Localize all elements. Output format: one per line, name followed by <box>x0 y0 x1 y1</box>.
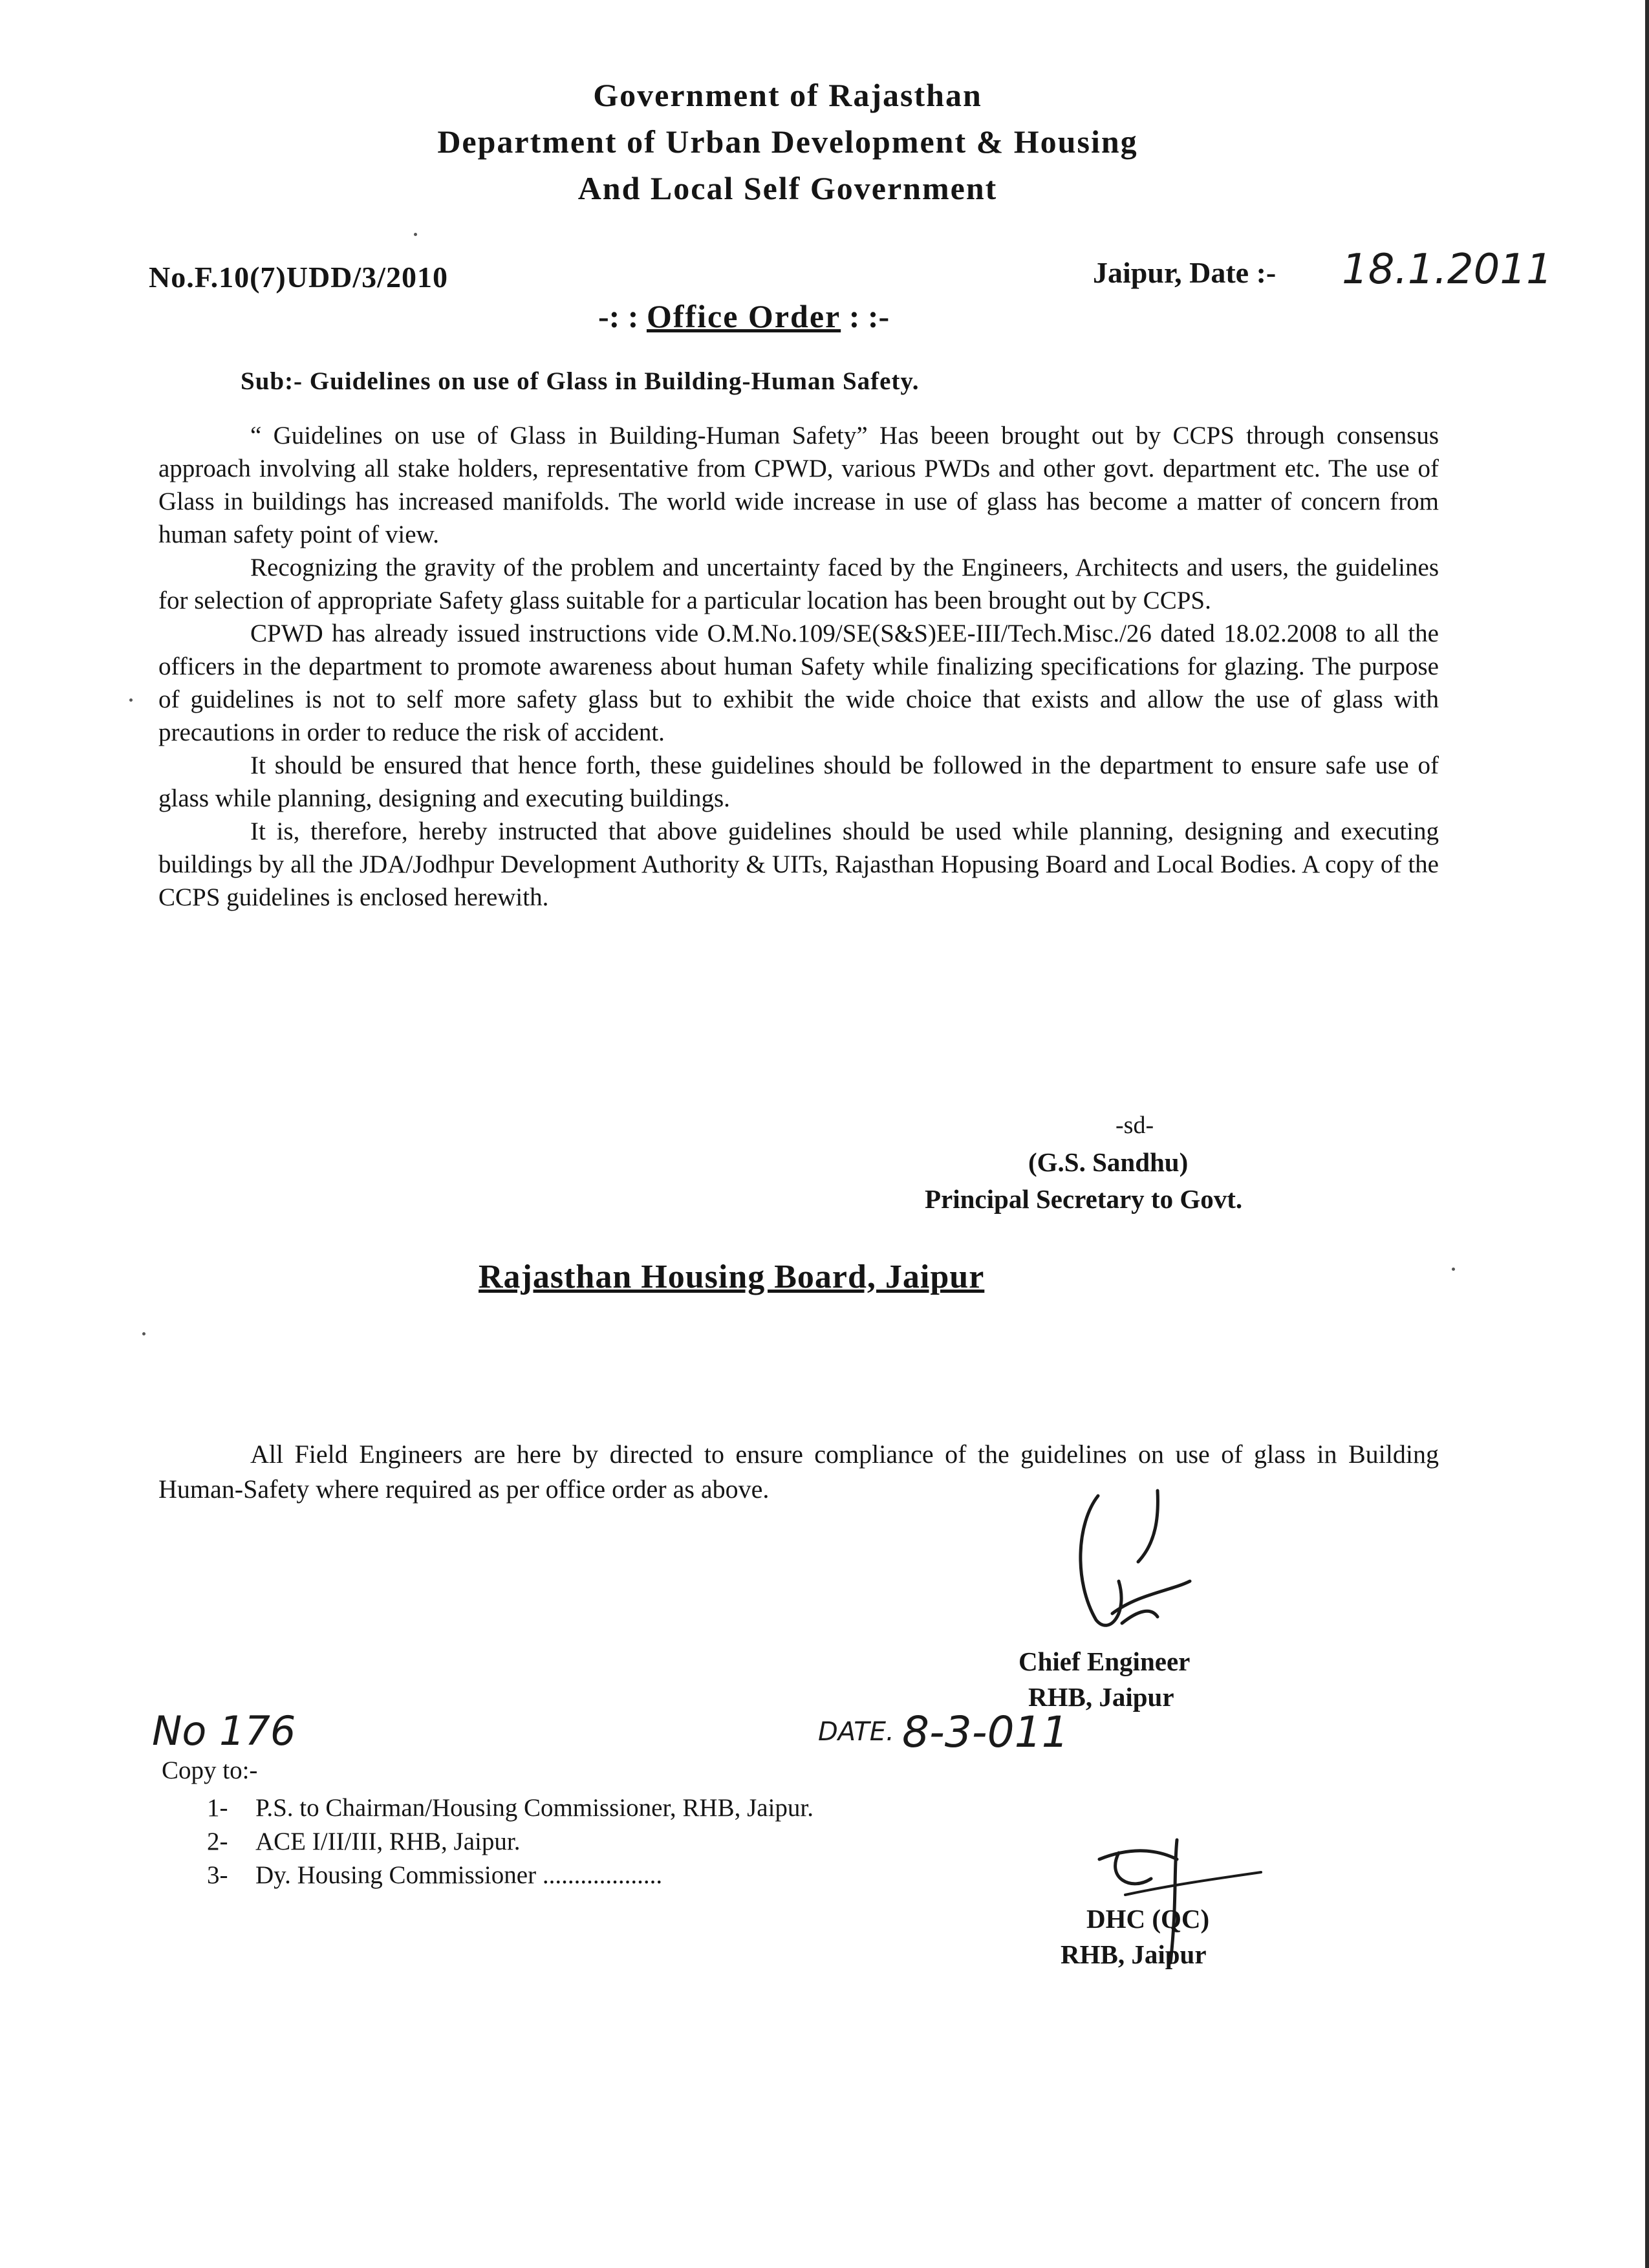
header-government: Government of Rajasthan <box>593 77 982 113</box>
signatory-name: (G.S. Sandhu) <box>1028 1147 1189 1177</box>
dhc-office: RHB, Jaipur <box>1061 1939 1207 1969</box>
handwritten-date: 8-3-011 <box>902 1707 1069 1757</box>
chief-engineer-signature <box>1061 1484 1216 1639</box>
dhc-title: DHC (QC) <box>1086 1904 1210 1934</box>
scan-speck <box>1452 1268 1455 1271</box>
rhb-heading: Rajasthan Housing Board, Jaipur <box>479 1258 985 1295</box>
office-order-prefix: -: : <box>598 298 639 334</box>
body-paragraph-2: Recognizing the gravity of the problem and uncertainty faced by the Engineers, Architects and users, the guidelines for selection of appropriate Safety glass suitable for a particular location has been brought out by CCPS. <box>158 554 1439 614</box>
copy-to-item: 1- P.S. to Chairman/Housing Commissioner, RHB, Jaipur. <box>207 1794 814 1822</box>
copy-to-item: 3- Dy. Housing Commissioner ................... <box>207 1861 663 1889</box>
date-handwritten: 18.1.2011 <box>1342 246 1553 294</box>
subject-line: Sub:- Guidelines on use of Glass in Building-Human Safety. <box>241 367 920 395</box>
file-number: No.F.10(7)UDD/3/2010 <box>149 261 448 294</box>
office-order-suffix: : :- <box>848 298 890 334</box>
header-local-self-government: And Local Self Government <box>577 170 998 206</box>
date-label: Jaipur, Date :- <box>1093 256 1277 289</box>
chief-engineer-office: RHB, Jaipur <box>1028 1682 1174 1712</box>
scan-edge <box>1645 0 1649 2268</box>
office-order-title: Office Order <box>646 298 841 334</box>
order-body <box>158 419 1439 914</box>
body-paragraph-3: CPWD has already issued instructions vide O.M.No.109/SE(S&S)EE-III/Tech.Misc./26 dated 18.02.2008 to all the officers in the department to promote awareness about human Safety while finalizing specifications for glazing. The purpose of guidelines is not to self more safety glass but to exhibit the wide choice that exists and allow the use of glass with precautions in order to reduce the risk of accident. <box>158 620 1439 746</box>
body-paragraph-5: It is, therefore, hereby instructed that above guidelines should be used while planning, designing and executing buildings by all the JDA/Jodhpur Development Authority & UITs, Rajasthan Hopusing Board and Local Bodies. A copy of the CCPS guidelines is enclosed herewith. <box>158 817 1439 911</box>
handwritten-date-label: DATE. <box>818 1717 894 1747</box>
scan-speck <box>414 233 417 236</box>
signed-mark: -sd- <box>1116 1112 1154 1139</box>
scan-speck <box>129 698 133 702</box>
field-directive <box>158 1437 1439 1507</box>
header-department: Department of Urban Development & Housing <box>437 124 1138 160</box>
body-paragraph-4: It should be ensured that hence forth, these guidelines should be followed in the department to ensure safe use of glass while planning, designing and executing buildings. <box>158 751 1439 812</box>
copy-to-label: Copy to:- <box>162 1756 258 1784</box>
scan-speck <box>142 1332 146 1335</box>
office-order-heading <box>598 297 889 335</box>
copy-to-list <box>207 1791 814 1892</box>
chief-engineer-title: Chief Engineer <box>1018 1647 1191 1676</box>
handwritten-number: No 176 <box>152 1707 296 1755</box>
field-directive-text: All Field Engineers are here by directed to ensure compliance of the guidelines on use of glass in Building Human-Safety where required as per office order as above. <box>158 1440 1439 1504</box>
signatory-designation: Principal Secretary to Govt. <box>925 1184 1243 1214</box>
copy-to-item: 2- ACE I/II/III, RHB, Jaipur. <box>207 1828 521 1855</box>
body-paragraph-1: “ Guidelines on use of Glass in Building-Human Safety” Has beeen brought out by CCPS through consensus approach involving all stake holders, representative from CPWD, various PWDs and other govt. department etc. The use of Glass in buildings has increased manifolds. The world wide increase in use of glass has become a matter of concern from human safety point of view. <box>158 422 1439 548</box>
